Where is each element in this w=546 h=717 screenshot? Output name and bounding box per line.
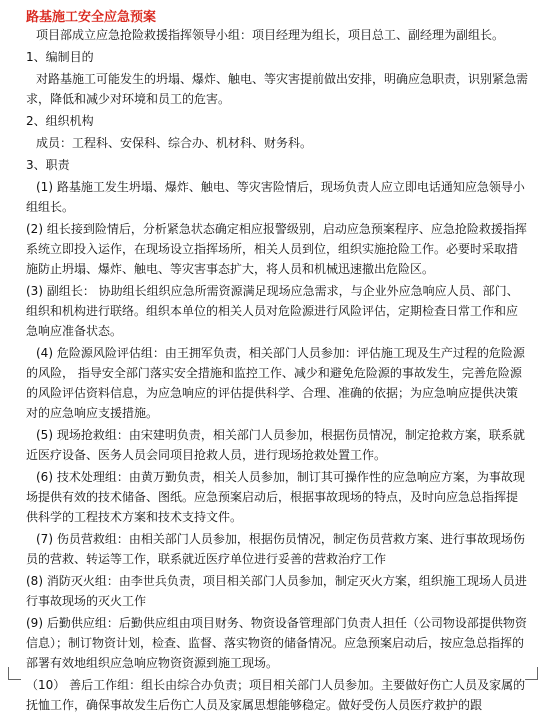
duty-item-4: (4) 危险源风险评估组：由王拥军负责，相关部门人员参加：评估施工现及生产过程的危险源的风险， 指导安全部门落实安全措施和监控工作、减少和避免危险源的事故发生，完善危险源的风险评估资料信息，为应急响应的评估提供科学、合理、准确的依据；为应急响应提供决策对的应急响应支援措施。	[26, 346, 525, 420]
document-body	[26, 25, 528, 717]
crop-mark-bottom-right	[525, 667, 538, 680]
duty-item-6: (6) 技术处理组：由黄万勤负责，相关人员参加，制订其可操作性的应急响应方案，为事故现场提供有效的技术储备、图纸。应急预案启动后，根据事故现场的特点，及时向应急总指挥提供科学的工程技术方案和技术支持文件。	[26, 470, 525, 524]
duty-item-8: (8) 消防灭火组：由李世兵负责，项目相关部门人员参加，制定灭火方案，组织施工现场人员进行事故现场的灭火工作	[26, 574, 527, 608]
crop-mark-bottom-left	[8, 667, 21, 680]
duty-item-9: (9) 后勤供应组：后勤供应组由项目财务、物资设备管理部门负责人担任（公司物设部提供物资信息）；制订物资计划，检查、监督、落实物资的储备情况。应急预案启动后，按应急总指挥的部署有效地组织应急响应物资资源到施工现场。	[26, 616, 527, 670]
purpose-paragraph: 对路基施工可能发生的坍塌、爆炸、触电、等灾害提前做出安排，明确应急职责，识别紧急需求，降低和减少对环境和员工的危害。	[26, 72, 529, 106]
duty-item-10: （10） 善后工作组：组长由综合办负责；项目相关部门人员参加。主要做好伤亡人员及家属的抚恤工作，确保事故发生后伤亡人员及家属思想能够稳定。做好受伤人员医疗救护的跟	[26, 678, 526, 712]
duty-item-2: (2) 组长接到险情后，分析紧急状态确定相应报警级别，启动应急预案程序、应急抢险救援指挥系统立即投入运作，在现场设立指挥场所，相关人员到位，组织实施抢险工作。必要时采取措施防止坍塌、爆炸、触电、等灾害事态扩大，将人员和机械迅速撤出危险区。	[26, 222, 527, 276]
duty-item-1: (1) 路基施工发生坍塌、爆炸、触电、等灾害险情后，现场负责人应立即电话通知应急领导小组组长。	[26, 180, 525, 214]
document-title: 路基施工安全应急预案	[26, 10, 157, 25]
duty-item-3: (3) 副组长： 协助组长组织应急所需资源满足现场应急需求，与企业外应急响应人员、部门、组织和机构进行联络。组织本单位的相关人员对危险源进行风险评估，定期检查日常工作和应急响应准备状态。	[26, 284, 519, 338]
section-heading-duties: 3、职责	[26, 158, 70, 172]
section-heading-purpose: 1、编制目的	[26, 50, 94, 64]
section-heading-organization: 2、组织机构	[26, 114, 94, 128]
members-paragraph: 成员：工程科、安保科、综合办、机材科、财务科。	[36, 136, 313, 150]
duty-item-5: (5) 现场抢救组：由宋建明负责，相关部门人员参加，根据伤员情况，制定抢救方案，联系就近医疗设备、医务人员会同项目抢救人员，进行现场抢救处置工作。	[26, 428, 525, 462]
intro-paragraph: 项目部成立应急抢险救援指挥领导小组：项目经理为组长，项目总工、副经理为副组长。	[36, 28, 505, 42]
duty-item-7: (7) 伤员营救组：由相关部门人员参加，根据伤员情况，制定伤员营救方案、进行事故现场伤员的营救、转运等工作，联系就近医疗单位进行妥善的营救治疗工作	[26, 532, 525, 566]
